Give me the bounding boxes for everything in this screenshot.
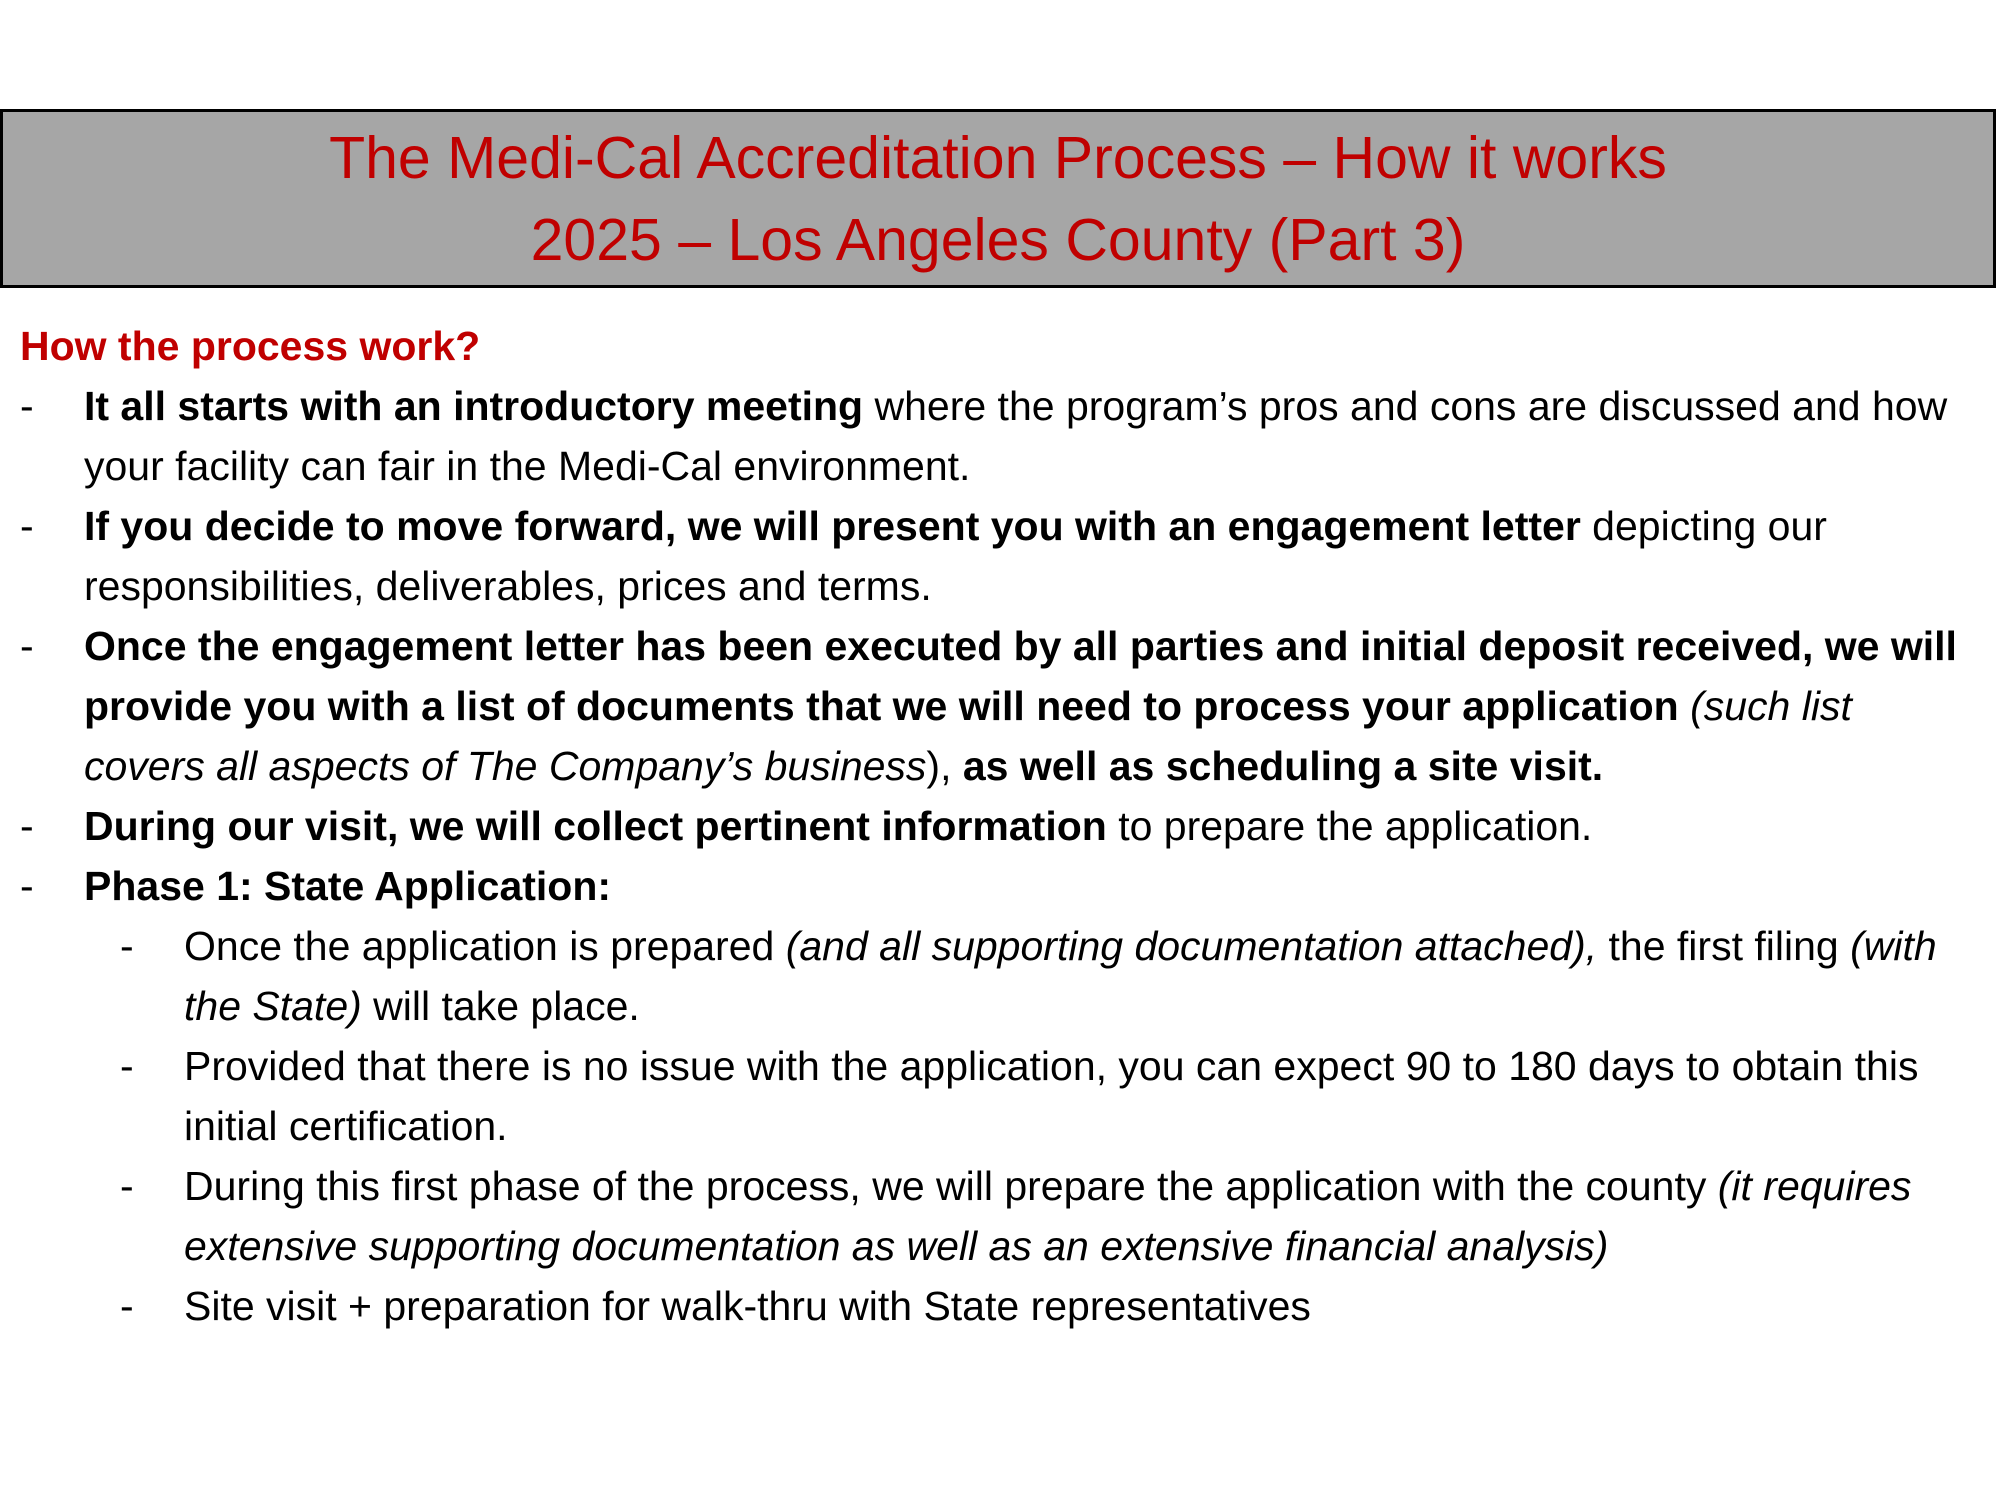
sub-list-item: [20, 1036, 1980, 1156]
sub-bullet-plain-text: Once the application is prepared: [184, 923, 786, 969]
bullet-bold-text: During our visit, we will collect pertinent information: [84, 803, 1107, 849]
sub-bullet-plain-text: Provided that there is no issue with the application, you can expect 90 to 180 days to obtain this initial certification.: [184, 1043, 1919, 1149]
list-item: [20, 616, 1980, 796]
bullet-plain-text: where the program’s pros and cons are discussed and how your facility can fair in the Medi-Cal environment.: [84, 383, 1948, 489]
bullet-bold-text: It all starts with an introductory meeting: [84, 383, 864, 429]
bullet-plain-text: ),: [926, 743, 963, 789]
bullet-bold-text: Once the engagement letter has been executed by all parties and initial deposit received, we will provide you with a list of documents that we will need to process your application: [84, 623, 1957, 729]
sub-bullet-plain-text-3: will take place.: [361, 983, 640, 1029]
bullet-bold-text: Phase 1: State Application:: [84, 863, 612, 909]
title-banner: [0, 109, 1996, 288]
bullet-dash: -: [120, 923, 134, 969]
sub-bullet-text: [184, 1276, 1980, 1336]
sub-bullet-text: [184, 1156, 1980, 1276]
section-heading: How the process work?: [20, 323, 481, 369]
bullet-bold-text-2: as well as scheduling a site visit.: [962, 743, 1604, 789]
bullet-dash: -: [20, 383, 34, 429]
list-item: [20, 856, 1980, 916]
bullet-text: [84, 856, 1980, 916]
sub-bullet-plain-text-2: the first filing: [1597, 923, 1851, 969]
sub-bullet-italic-text: (and all supporting documentation attached),: [785, 923, 1598, 969]
bullet-dash: -: [20, 503, 34, 549]
bullet-bold-text: If you decide to move forward, we will present you with an engagement letter: [84, 503, 1581, 549]
sub-list-item: [20, 1156, 1980, 1276]
list-item: [20, 496, 1980, 616]
bullet-dash: -: [20, 803, 34, 849]
sub-bullet-text: [184, 1036, 1980, 1156]
sub-bullet-plain-text: During this first phase of the process, we will prepare the application with the county: [184, 1163, 1718, 1209]
list-item: [20, 796, 1980, 856]
bullet-dash: -: [20, 863, 34, 909]
title-line-2: 2025 – Los Angeles County (Part 3): [530, 206, 1466, 273]
sub-bullet-italic-text-2: (with the State): [184, 923, 1937, 1029]
sub-bullet-text: [184, 916, 1980, 1036]
slide-content: [20, 316, 1980, 1336]
title-line-1: The Medi-Cal Accreditation Process – How it works: [329, 124, 1667, 191]
sub-list-item: [20, 1276, 1980, 1336]
bullet-text: [84, 496, 1980, 616]
bullet-text: [84, 616, 1980, 796]
list-item: [20, 376, 1980, 496]
bullet-dash: -: [20, 623, 34, 669]
sub-bullet-plain-text: Site visit + preparation for walk-thru with State representatives: [184, 1283, 1311, 1329]
bullet-dash: -: [120, 1163, 134, 1209]
bullet-dash: -: [120, 1043, 134, 1089]
bullet-text: [84, 376, 1980, 496]
bullet-plain-text: depicting our responsibilities, deliverables, prices and terms.: [84, 503, 1827, 609]
bullet-dash: -: [120, 1283, 134, 1329]
bullet-text: [84, 796, 1980, 856]
bullet-italic-text: (such list covers all aspects of The Company’s business: [84, 683, 1852, 789]
bullet-plain-text: to prepare the application.: [1106, 803, 1593, 849]
sub-bullet-italic-text: (it requires extensive supporting documentation as well as an extensive financial analysis): [184, 1163, 1912, 1269]
sub-list-item: [20, 916, 1980, 1036]
